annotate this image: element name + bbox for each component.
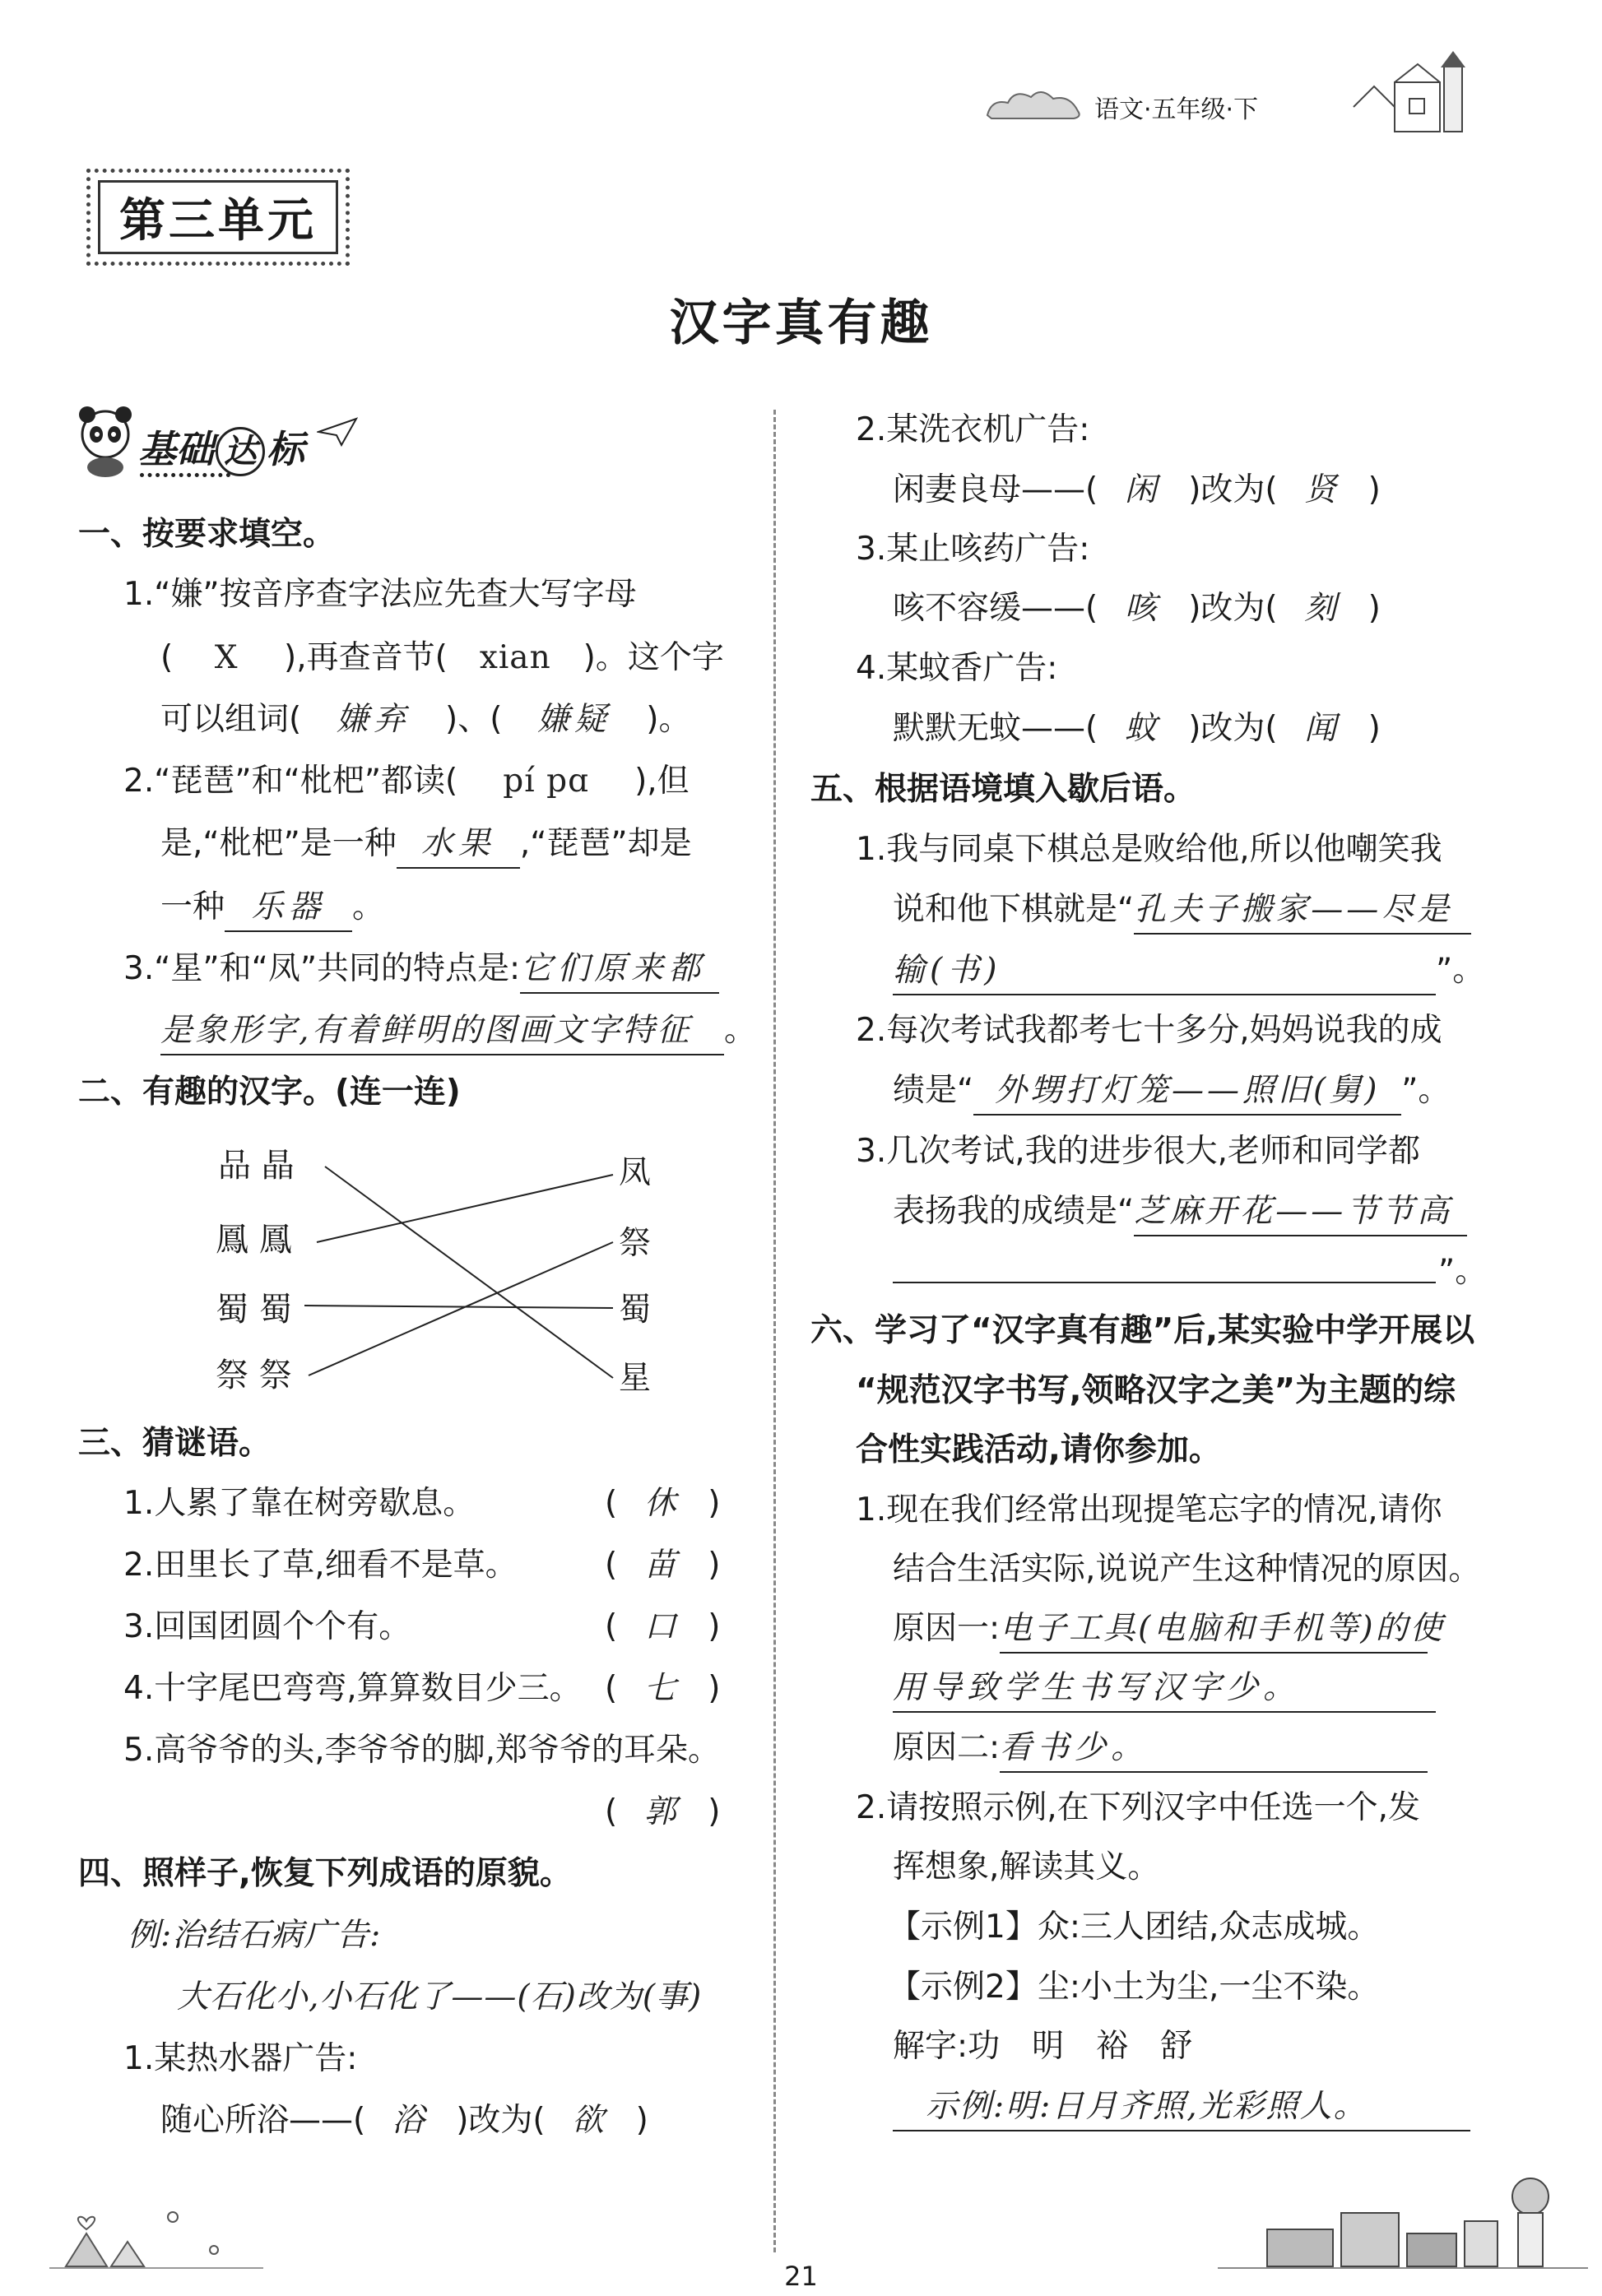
q3-answer-2: ( 苗 ) (605, 1542, 720, 1589)
footer-decoration-right-icon (1218, 2164, 1588, 2275)
q2-heading: 二、有趣的汉字。(连一连) (78, 1074, 461, 1111)
text: 可以组词( (160, 701, 302, 738)
q6-item2-line1: 2.请按照示例,在下列汉字中任选一个,发 (856, 1789, 1421, 1826)
q2-word-2: 祭 (619, 1225, 652, 1262)
text: ),但 (634, 763, 690, 800)
text: ) (1368, 710, 1381, 747)
answer: 休 (643, 1485, 681, 1522)
answer: 芝麻开花——节节高 (1134, 1189, 1467, 1236)
text: 随心所浴——( (160, 2102, 366, 2139)
q3-riddle-2: 2.田里长了草,细看不是草。 (123, 1547, 518, 1584)
answer-syllable: xian (479, 639, 551, 676)
page-number: 21 (784, 2261, 818, 2292)
q4-item4-title: 4.某蚊香广告: (856, 650, 1058, 687)
text: 原因二: (893, 1729, 1001, 1766)
answer-line2: 是象形字,有着鲜明的图画文字特征 (160, 1008, 724, 1055)
answer-instrument: 乐器 (225, 884, 352, 932)
text: )。 (646, 701, 691, 738)
answer-word2: 嫌疑 (536, 701, 611, 738)
answer2: 欲 (572, 2102, 610, 2139)
q3-riddle-1: 1.人累了靠在树旁歇息。 (123, 1485, 476, 1522)
text: 3.“星”和“凤”共同的特点是: (123, 950, 521, 987)
answer2: 闻 (1304, 710, 1342, 747)
text: ”。 (1401, 1072, 1451, 1109)
text: )改为( (1188, 710, 1278, 747)
q3-answer-3: ( 口 ) (605, 1604, 720, 1650)
q6-item1-line2: 结合生活实际,说说产生这种情况的原因。 (893, 1551, 1481, 1588)
answer-letter: X (214, 639, 243, 676)
answer-part1: 孔夫子搬家——尽是 (1134, 887, 1471, 935)
q5-heading: 五、根据语境填入歇后语。 (810, 771, 1196, 808)
q4-item1-answer (160, 2098, 648, 2144)
q4-item3-title: 3.某止咳药广告: (856, 531, 1090, 568)
q2-word-1: 凤 (619, 1154, 652, 1191)
badge-text-2: 达 (216, 427, 265, 476)
q6-reason1 (893, 1606, 1445, 1654)
answer: 郭 (643, 1793, 681, 1830)
text: )改为( (1188, 471, 1278, 508)
text: ) (635, 2102, 648, 2139)
q5-item2-line2 (893, 1068, 1450, 1116)
match-line-2 (317, 1175, 613, 1242)
q2-word-3: 蜀 (619, 1292, 652, 1329)
q5-item3-line1: 3.几次考试,我的进步很大,老师和同学都 (856, 1133, 1421, 1170)
paren: ( (160, 639, 174, 676)
q3-answer-5: ( 郭 ) (605, 1789, 720, 1835)
match-line-3 (304, 1306, 613, 1308)
q3-answer-4: ( 七 ) (605, 1666, 720, 1712)
q4-example: 大石化小,小石化了——(石)改为(事) (177, 1978, 703, 2015)
q6-example1: 【示例1】众:三人团结,众志成城。 (889, 1909, 1380, 1946)
text: 2.“琵琶”和“枇杷”都读( (123, 763, 458, 800)
q6-reason2 (893, 1725, 1428, 1773)
q5-item3-end: ”。 (1438, 1253, 1488, 1290)
q1-heading: 一、按要求填空。 (78, 516, 336, 553)
answer1: 闲 (1124, 471, 1162, 508)
q3-answer-1: ( 休 ) (605, 1481, 720, 1527)
q1-item1-line1: 1.“嫌”按音序查字法应先查大写字母 (123, 576, 637, 613)
text: 默默无蚊——( (893, 710, 1098, 747)
answer: 七 (643, 1670, 681, 1707)
q6-item2-line2: 挥想象,解读其义。 (893, 1848, 1160, 1886)
answer-part2: 输(书) (893, 948, 1436, 995)
q6-heading-l3: 合性实践活动,请你参加。 (856, 1431, 1221, 1468)
text: 原因一: (893, 1610, 1001, 1647)
text: 。 (352, 888, 385, 925)
q2-glyph-4: 祭 祭 (216, 1357, 292, 1394)
badge-text-1: 基础 (138, 427, 214, 471)
answer-line1: 它们原来都 (520, 946, 719, 994)
text: 咳不容缓——( (893, 590, 1098, 627)
q6-item1-line1: 1.现在我们经常出现提笔忘字的情况,请你 (856, 1491, 1442, 1528)
q6-example2: 【示例2】尘:小土为尘,一尘不染。 (889, 1969, 1380, 2006)
answer1: 蚊 (1124, 710, 1162, 747)
q5-item2-line1: 2.每次考试我都考七十多分,妈妈说我的成 (856, 1012, 1442, 1049)
q3-riddle-5: 5.高爷爷的头,李爷爷的脚,郑爷爷的耳朵。 (123, 1732, 721, 1769)
text: )、( (445, 701, 503, 738)
q5-item3-blank-line (893, 1282, 1436, 1283)
text: ) (1368, 471, 1381, 508)
text: ”。 (1436, 952, 1485, 989)
text: 闲妻良母——( (893, 471, 1098, 508)
q2-glyph-1: 品 晶 (218, 1147, 295, 1185)
text: )改为( (1188, 590, 1278, 627)
match-line-4 (309, 1242, 613, 1375)
q4-item2-answer (893, 467, 1381, 513)
text: 说和他下棋就是“ (893, 891, 1135, 928)
q3-heading: 三、猜谜语。 (78, 1425, 272, 1462)
q4-item3-answer (893, 586, 1381, 632)
text: ,“琵琶”却是 (519, 825, 692, 862)
answer-word1: 嫌弃 (336, 701, 411, 738)
q5-item1-line2 (893, 887, 1471, 935)
q3-riddle-3: 3.回国团圆个个有。 (123, 1608, 411, 1645)
answer-reason1-b: 用导致学生书写汉字少。 (893, 1665, 1436, 1713)
unit-label: 第三单元 (98, 180, 338, 254)
answer: 苗 (643, 1547, 681, 1584)
q6-heading-l2: “规范汉字书写,领略汉字之美”为主题的综 (856, 1372, 1456, 1409)
answer: 口 (643, 1608, 681, 1645)
q2-glyph-3: 蜀 蜀 (216, 1291, 292, 1329)
q5-item1-line1: 1.我与同桌下棋总是败给他,所以他嘲笑我 (856, 831, 1442, 868)
answer-pinyin: pí pɑ (503, 763, 590, 800)
answer-interpretation: 示例:明:日月齐照,光彩照人。 (893, 2084, 1470, 2131)
q6-chars: 解字:功 明 裕 舒 (893, 2028, 1193, 2065)
answer-reason1-a: 电子工具(电脑和手机等)的使 (1000, 1606, 1428, 1654)
q4-item1-title: 1.某热水器广告: (123, 2040, 358, 2077)
q6-heading-l1: 六、学习了“汉字真有趣”后,某实验中学开展以 (810, 1312, 1475, 1349)
text: 一种 (160, 888, 225, 925)
answer-reason2: 看书少。 (1000, 1725, 1428, 1773)
q6-answer-row (893, 2084, 1470, 2131)
text: )改为( (456, 2102, 546, 2139)
text: 是,“枇杷”是一种 (160, 825, 397, 862)
q5-item3-line2 (893, 1189, 1467, 1236)
text: 表扬我的成绩是“ (893, 1193, 1135, 1230)
page-title: 汉字真有趣 (669, 295, 933, 352)
q3-riddle-4: 4.十字尾巴弯弯,算算数目少三。 (123, 1670, 582, 1707)
answer: 外甥打灯笼——照旧(舅) (973, 1068, 1401, 1116)
text: 绩是“ (893, 1072, 974, 1109)
text: 。 (724, 1012, 757, 1049)
answer-fruit: 水果 (397, 821, 520, 869)
badge-text-3: 标 (267, 427, 304, 471)
q6-reason1-cont (893, 1665, 1436, 1713)
answer1: 浴 (392, 2102, 430, 2139)
q2-glyph-2: 鳳 鳳 (216, 1221, 292, 1259)
text: )。这个字 (583, 639, 724, 676)
q4-item2-title: 2.某洗衣机广告: (856, 411, 1090, 448)
header-subject: 语文·五年级·下 (1094, 95, 1259, 124)
q5-item1-line3 (893, 948, 1484, 995)
q4-heading: 四、照样子,恢复下列成语的原貌。 (78, 1855, 572, 1892)
text: ) (1368, 590, 1381, 627)
answer1: 咳 (1124, 590, 1162, 627)
match-line-1 (325, 1167, 613, 1378)
answer2: 刻 (1304, 590, 1342, 627)
q4-item4-answer (893, 706, 1381, 752)
answer2: 贤 (1304, 471, 1342, 508)
text: ),再查音节( (284, 639, 448, 676)
q2-word-4: 星 (619, 1360, 652, 1397)
q4-example-label: 例:治结石病广告: (128, 1917, 382, 1954)
